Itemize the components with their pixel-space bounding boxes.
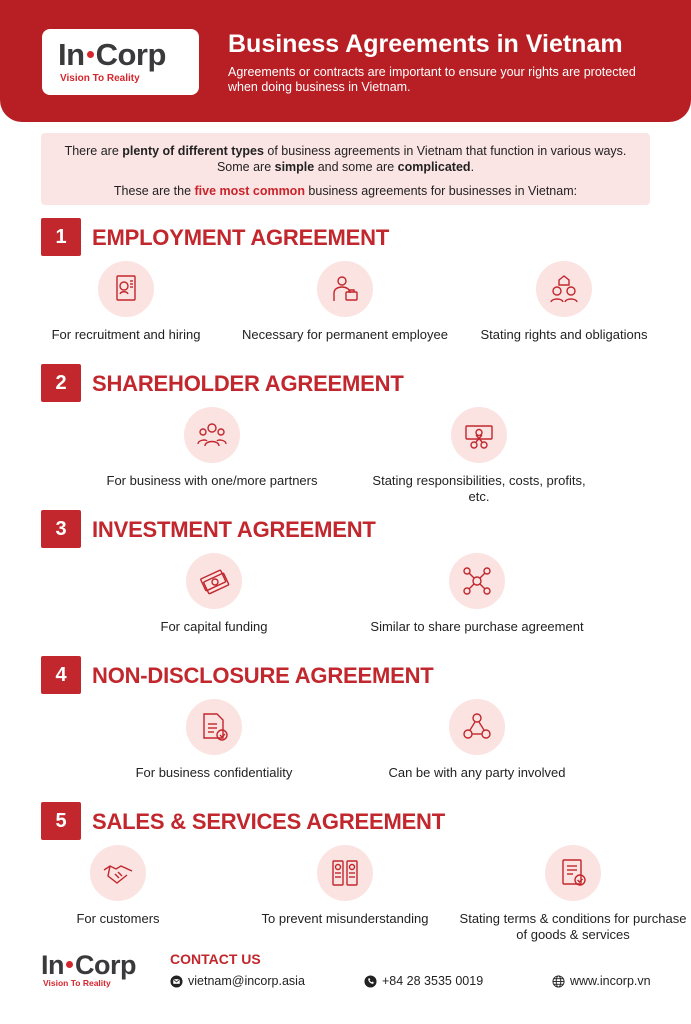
item-label: Similar to share purchase agreement [370,619,584,634]
confidential-document-icon [186,699,242,755]
comparison-documents-icon [317,845,373,901]
logo-tagline: Vision To Reality [60,73,140,84]
contact-website[interactable] [552,974,651,988]
logo[interactable] [42,29,199,95]
item-label: Stating rights and obligations [480,327,648,342]
header-banner [0,0,691,122]
contact-email[interactable] [170,974,305,988]
list-item [449,261,679,343]
item-label: For customers [76,911,160,926]
rights-obligations-icon [536,261,592,317]
resume-icon [98,261,154,317]
handshake-icon [90,845,146,901]
phone-icon [364,975,377,988]
list-item [230,261,460,343]
list-item [362,553,592,635]
section-number: 1 [41,218,81,256]
list-item [364,407,594,505]
globe-icon [552,975,565,988]
item-label: For business confidentiality [135,765,293,780]
intro-line-2: Some are simple and some are complicated. [216,160,475,174]
logo-wordmark: In Corp [58,37,166,72]
footer-logo[interactable]: In Corp [41,950,136,980]
section-title: EMPLOYMENT AGREEMENT [92,225,390,250]
money-bills-icon [186,553,242,609]
phone-text: +84 28 3535 0019 [382,974,484,988]
people-network-icon [449,699,505,755]
share-network-icon [449,553,505,609]
item-label: Necessary for permanent employee [242,327,448,342]
section-number: 3 [41,510,81,548]
intro-line-3: These are the five most common business agreements for businesses in Vietnam: [113,184,578,198]
email-text: vietnam@incorp.asia [188,974,305,988]
section-number: 2 [41,364,81,402]
partners-icon [184,407,240,463]
page-subtitle: Agreements or contracts are important to ensure your rights are protected when doing business in Vietnam. [228,65,636,94]
list-item [11,261,241,343]
list-item [230,845,460,927]
logo-dot [66,961,73,968]
item-label: To prevent misunderstanding [261,911,429,926]
item-label: Stating responsibilities, costs, profits, etc. [372,473,586,504]
item-label: For recruitment and hiring [51,327,201,342]
section-number: 5 [41,802,81,840]
section-number: 4 [41,656,81,694]
contact-title: CONTACT US [170,951,261,967]
item-label: Can be with any party involved [388,765,566,780]
envelope-icon [170,975,183,988]
item-label: For capital funding [160,619,268,634]
list-item [97,407,327,489]
terms-checklist-icon [545,845,601,901]
list-item [362,699,592,781]
item-label: Stating terms & conditions for purchase of goods & services [459,911,687,942]
intro-line-1: There are plenty of different types of business agreements in Vietnam that function in various ways. [64,144,627,158]
section-title: SALES & SERVICES AGREEMENT [92,809,445,834]
list-item [3,845,233,927]
list-item [99,699,329,781]
page-title: Business Agreements in Vietnam [228,30,623,58]
section-title: NON-DISCLOSURE AGREEMENT [92,663,434,688]
logo-dot [87,51,94,58]
section-title: INVESTMENT AGREEMENT [92,517,376,542]
contact-phone[interactable] [364,974,483,988]
money-scissors-icon [451,407,507,463]
employee-briefcase-icon [317,261,373,317]
section-title: SHAREHOLDER AGREEMENT [92,371,404,396]
list-item [99,553,329,635]
item-label: For business with one/more partners [106,473,318,488]
intro-box [41,133,650,205]
list-item [458,845,688,943]
footer-logo-tagline: Vision To Reality [43,978,111,988]
website-text: www.incorp.vn [570,974,651,988]
